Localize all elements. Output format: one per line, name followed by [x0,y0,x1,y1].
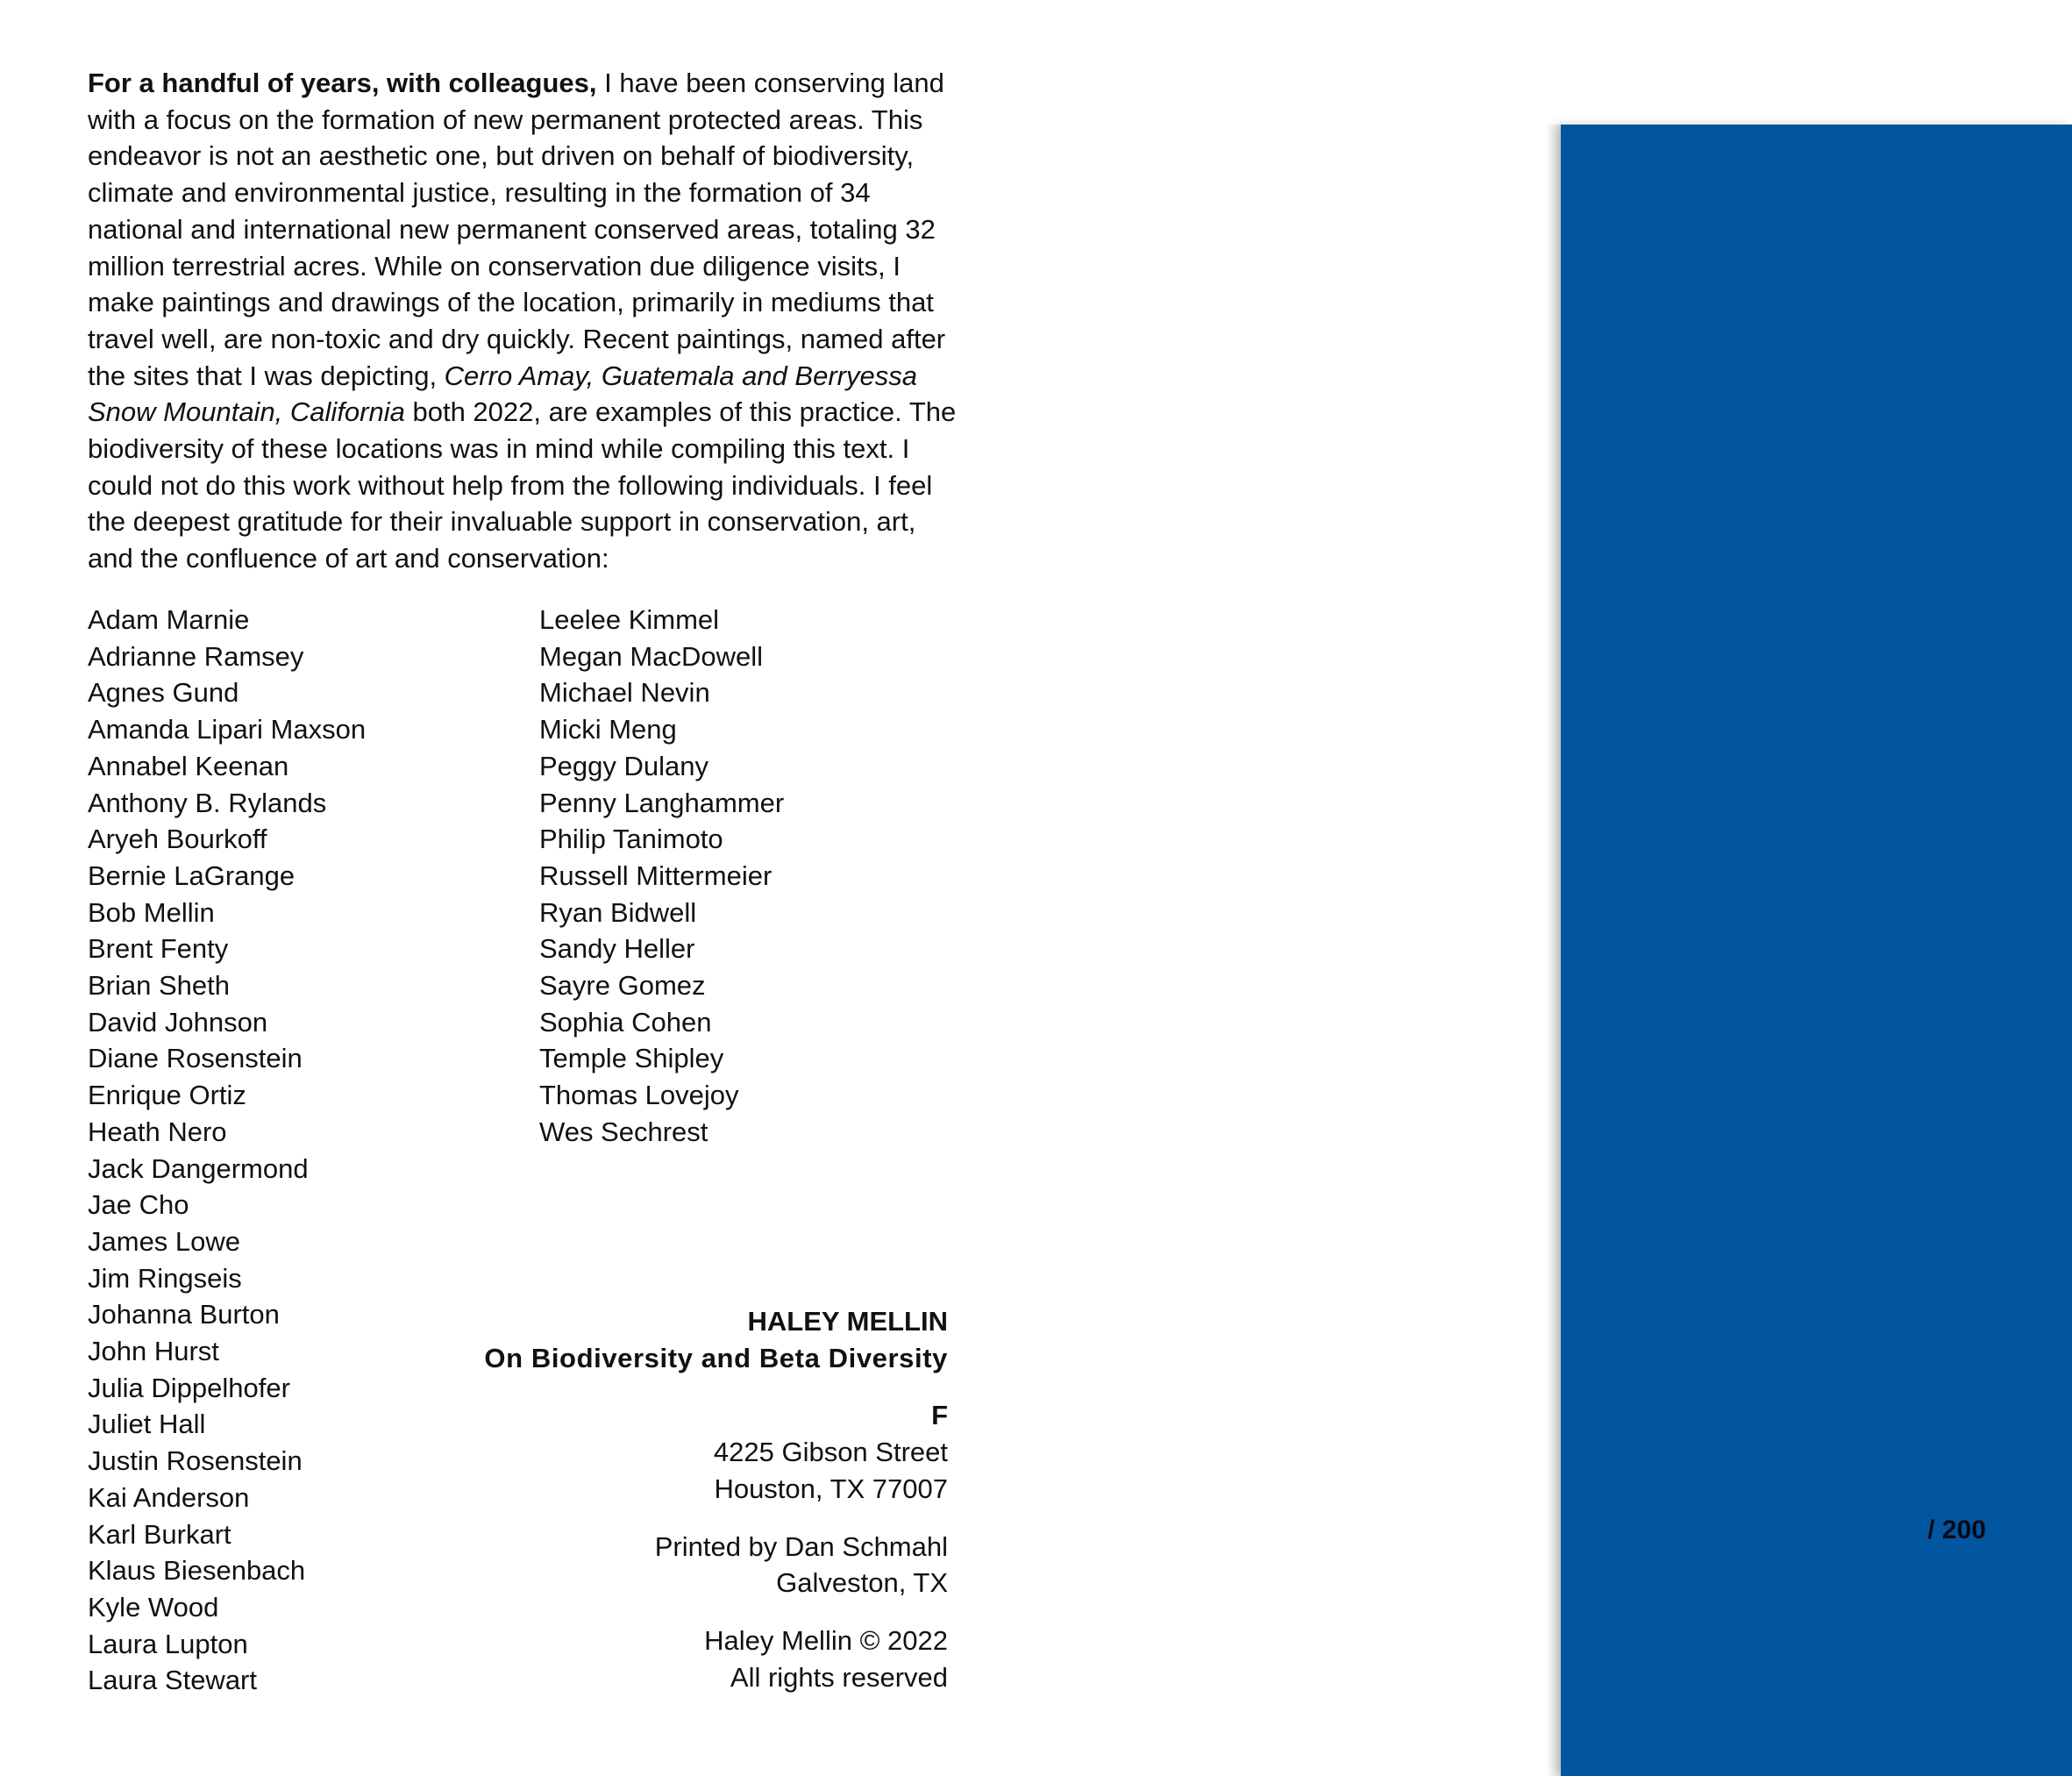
acknowledged-name: James Lowe [88,1225,241,1257]
acknowledged-name: Aryeh Bourkoff [88,824,267,855]
acknowledged-name: Annabel Keenan [88,750,289,781]
page-number: / 200 [1927,1516,1986,1544]
acknowledged-name: Laura Lupton [88,1628,248,1659]
acknowledged-name: Jim Ringseis [88,1262,242,1294]
colophon-author: HALEY MELLIN [747,1306,948,1337]
acknowledged-name: Laura Stewart [88,1665,257,1696]
acknowledged-name: Sandy Heller [539,933,695,965]
acknowledged-name: Kai Anderson [88,1481,250,1513]
panel-shadow [1545,125,1561,1776]
acknowledged-name: Adam Marnie [88,604,250,635]
acknowledged-name: John Hurst [88,1336,219,1367]
intro-paragraph [88,65,965,577]
acknowledged-name: David Johnson [88,1006,268,1038]
acknowledged-name: Wes Sechrest [539,1116,708,1147]
acknowledged-name: Penny Langhammer [539,787,785,818]
acknowledged-name: Brent Fenty [88,933,229,965]
acknowledged-name: Megan MacDowell [539,640,763,672]
acknowledged-name: Micki Meng [539,714,677,745]
acknowledged-name: Michael Nevin [539,677,710,709]
printer-line-1: Printed by Dan Schmahl [654,1530,948,1562]
acknowledged-name: Bernie LaGrange [88,859,295,891]
acknowledged-name: Justin Rosenstein [88,1445,303,1477]
acknowledged-name: Amanda Lipari Maxson [88,714,367,745]
acknowledged-name: Agnes Gund [88,677,239,709]
publisher-mark: F [931,1400,948,1431]
acknowledged-name: Johanna Burton [88,1299,280,1330]
acknowledged-name: Jack Dangermond [88,1152,309,1184]
intro-text-2: both 2022, are examples of this practice. The biodiversity of these locations was in mind while compiling this text. I could not do this work without help from the following individuals. I feel the deepest gratitude for their invaluable support in conservation, art, and the confluence of art and conservation: [88,396,957,574]
intro-text-1: I have been conserving land with a focus on the formation of new permanent protected areas. This endeavor is not an aesthetic one, but driven on behalf of biodiversity, climate and environmental justice, resulting in the formation of 34 national and international new permanent conserved areas, totaling 32 million terrestrial acres. While on conservation due diligence visits, I make paintings and drawings of the location, primarily in mediums that travel well, are non-toxic and dry quickly. Recent paintings, named after the sites that I was depicting, [88,68,946,391]
intro-artwork-titles: Cerro Amay, Guatemala and Berryessa Snow Mountain, California [88,360,917,428]
acknowledged-name: Diane Rosenstein [88,1043,303,1074]
acknowledged-name: Sayre Gomez [539,970,706,1002]
acknowledged-name: Thomas Lovejoy [539,1080,739,1111]
acknowledged-name: Bob Mellin [88,896,215,928]
acknowledged-name: Jae Cho [88,1189,189,1221]
acknowledged-name: Julia Dippelhofer [88,1372,290,1403]
acknowledged-name: Leelee Kimmel [539,604,720,635]
publisher-address-line-1: 4225 Gibson Street [713,1437,948,1468]
acknowledged-name: Russell Mittermeier [539,859,773,891]
blue-cover-panel [1561,125,2072,1776]
acknowledged-name: Peggy Dulany [539,750,709,781]
acknowledged-name: Adrianne Ramsey [88,640,304,672]
publisher-address-line-2: Houston, TX 77007 [714,1473,948,1504]
acknowledged-name: Juliet Hall [88,1409,206,1440]
acknowledgements-list-right [539,602,784,1151]
colophon [484,1303,948,1695]
acknowledged-name: Enrique Ortiz [88,1080,246,1111]
acknowledged-name: Sophia Cohen [539,1006,712,1038]
acknowledged-name: Heath Nero [88,1116,227,1147]
printer-line-2: Galveston, TX [776,1567,948,1599]
acknowledged-name: Karl Burkart [88,1518,231,1550]
acknowledged-name: Brian Sheth [88,970,230,1002]
copyright-line-1: Haley Mellin © 2022 [704,1624,948,1656]
copyright-line-2: All rights reserved [730,1661,948,1693]
acknowledged-name: Ryan Bidwell [539,896,697,928]
colophon-title: On Biodiversity and Beta Diversity [484,1342,948,1373]
acknowledgements-list-left [88,602,366,1699]
intro-lead: For a handful of years, with colleagues, [88,68,597,98]
acknowledged-name: Klaus Biesenbach [88,1555,306,1587]
acknowledged-name: Kyle Wood [88,1591,219,1623]
acknowledged-name: Philip Tanimoto [539,824,723,855]
acknowledged-name: Temple Shipley [539,1043,724,1074]
acknowledged-name: Anthony B. Rylands [88,787,327,818]
